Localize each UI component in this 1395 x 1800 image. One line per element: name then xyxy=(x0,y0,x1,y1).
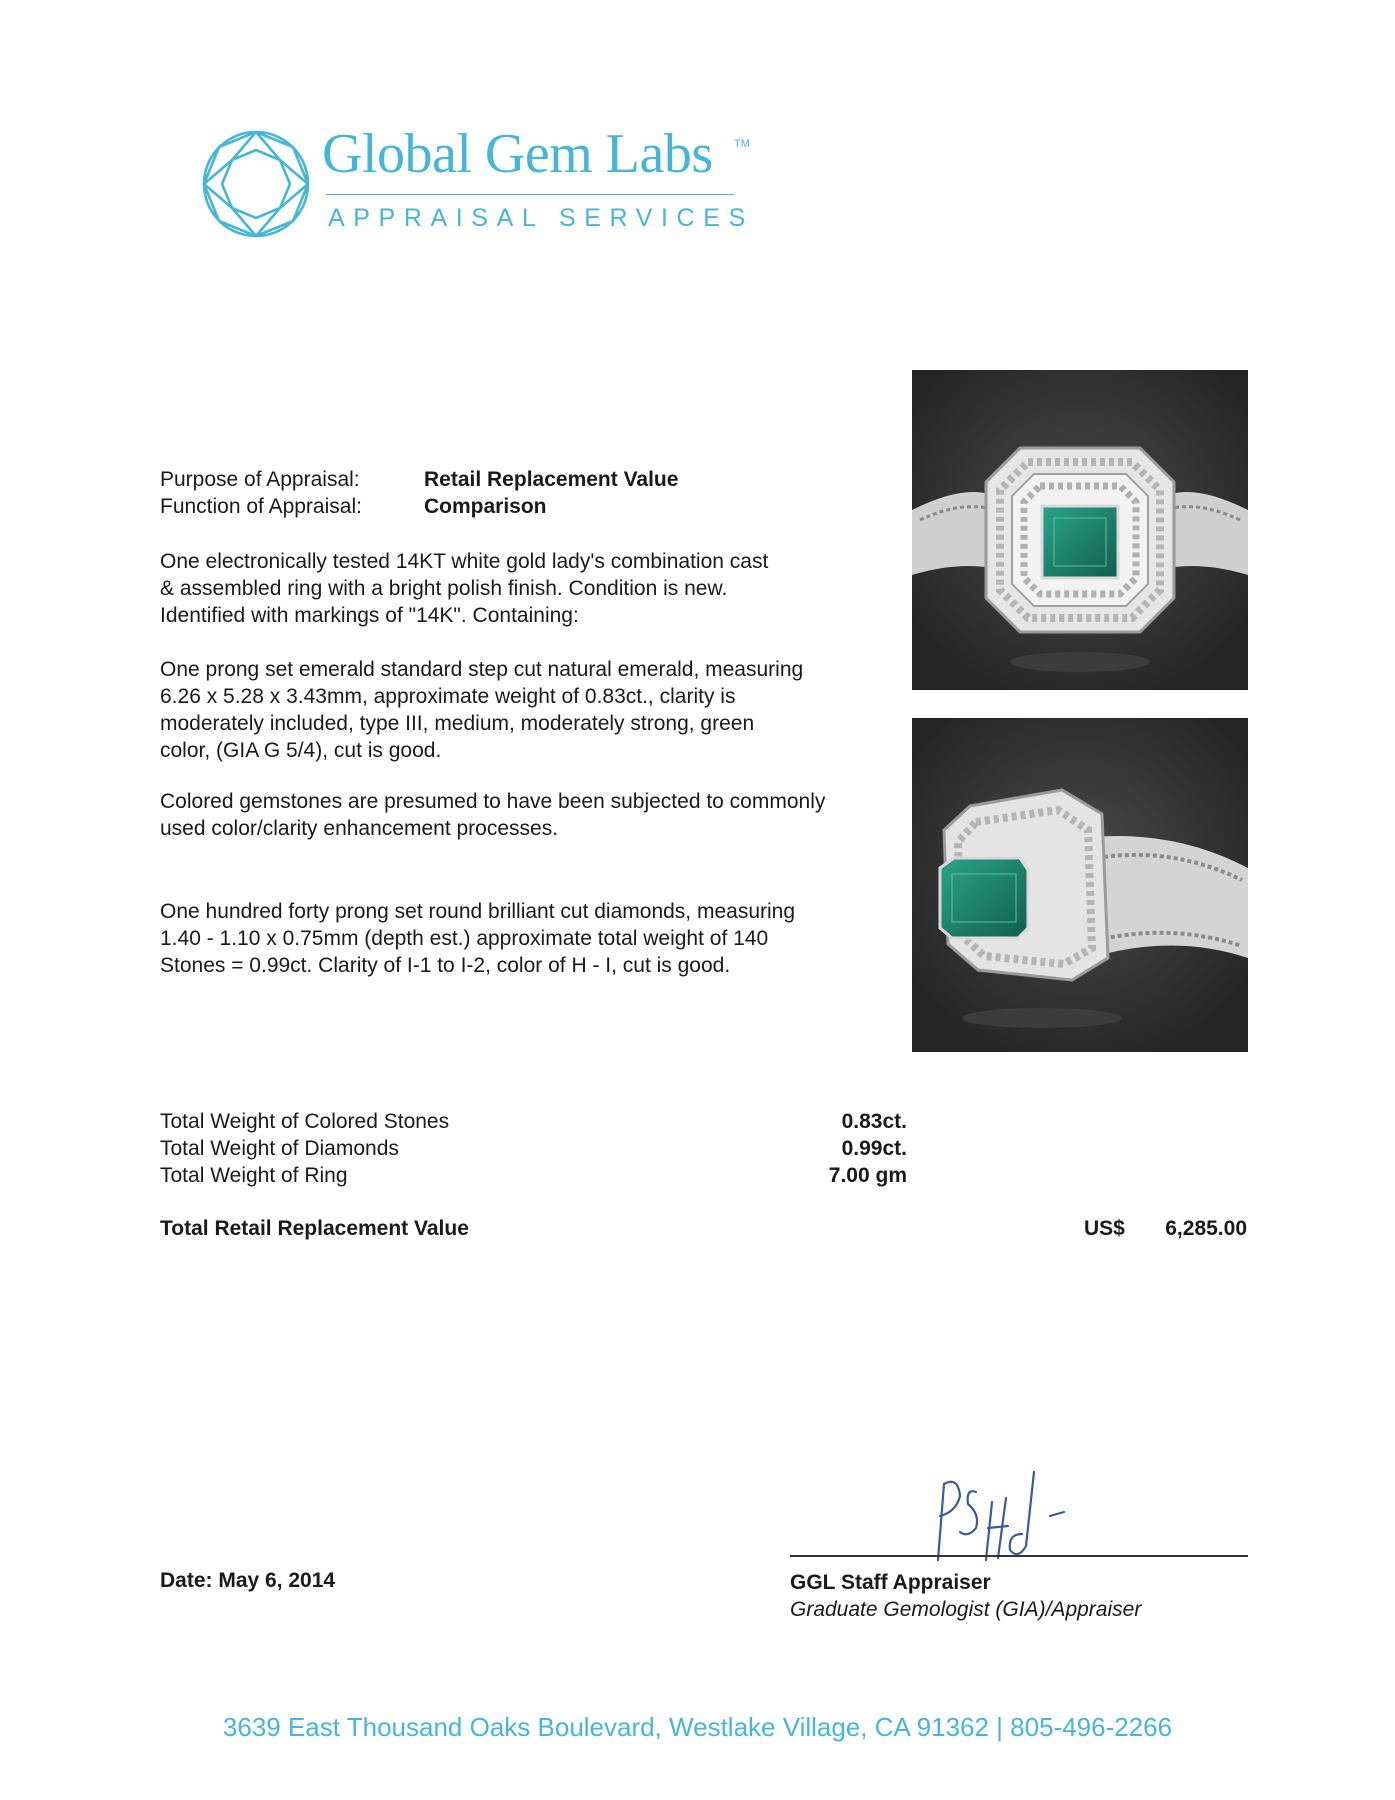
footer-address: 3639 East Thousand Oaks Boulevard, Westlake Village, CA 91362 | 805-496-2266 xyxy=(222,1712,1173,1742)
diamonds-description xyxy=(160,898,880,979)
text-line: 1.40 - 1.10 x 0.75mm (depth est.) approximate total weight of 140 xyxy=(160,927,769,950)
appraiser-credential: Graduate Gemologist (GIA)/Appraiser xyxy=(790,1598,1142,1621)
gem-icon xyxy=(200,128,312,240)
text-line: One prong set emerald standard step cut natural emerald, measuring xyxy=(160,658,804,681)
text-line: One hundred forty prong set round brilliant cut diamonds, measuring xyxy=(160,900,796,923)
retail-value-label: Total Retail Replacement Value xyxy=(160,1217,469,1240)
function-label: Function of Appraisal: xyxy=(160,495,362,518)
treatment-disclosure xyxy=(160,788,880,842)
text-line: Stones = 0.99ct. Clarity of I-1 to I-2, color of H - I, cut is good. xyxy=(160,954,731,977)
ring-photo-side xyxy=(912,718,1248,1052)
text-line: moderately included, type III, medium, moderately strong, green xyxy=(160,712,755,735)
text-line: One electronically tested 14KT white gold lady's combination cast xyxy=(160,550,769,573)
text-line: & assembled ring with a bright polish finish. Condition is new. xyxy=(160,577,728,600)
purpose-label: Purpose of Appraisal: xyxy=(160,468,360,491)
function-value: Comparison xyxy=(424,495,547,518)
diamond-weight-value: 0.99ct. xyxy=(841,1137,907,1160)
purpose-value: Retail Replacement Value xyxy=(424,468,679,491)
text-line: 6.26 x 5.28 x 3.43mm, approximate weight of 0.83ct., clarity is xyxy=(160,685,736,708)
ring-weight-value: 7.00 gm xyxy=(828,1164,907,1187)
appraisal-date: Date: May 6, 2014 xyxy=(160,1569,336,1592)
colored-weight-label: Total Weight of Colored Stones xyxy=(160,1110,450,1133)
retail-value-amount: 6,285.00 xyxy=(1165,1217,1247,1240)
signature-line xyxy=(790,1555,1248,1557)
signature xyxy=(910,1462,1090,1568)
ring-description xyxy=(160,548,880,629)
currency-code: US$ xyxy=(1084,1217,1125,1240)
brand-subtitle: APPRAISAL SERVICES xyxy=(328,204,754,232)
ring-photo-top xyxy=(912,370,1248,690)
diamond-weight-label: Total Weight of Diamonds xyxy=(160,1137,399,1160)
appraiser-title: GGL Staff Appraiser xyxy=(790,1571,991,1594)
trademark-mark: TM xyxy=(734,138,750,150)
text-line: color, (GIA G 5/4), cut is good. xyxy=(160,739,442,762)
colored-weight-value: 0.83ct. xyxy=(841,1110,907,1133)
text-line: used color/clarity enhancement processes. xyxy=(160,817,559,840)
text-line: Colored gemstones are presumed to have been subjected to commonly xyxy=(160,790,826,813)
brand-name: Global Gem Labs xyxy=(322,123,713,185)
ring-top-illustration xyxy=(912,370,1248,690)
logo-divider xyxy=(326,194,734,195)
ring-side-illustration xyxy=(912,718,1248,1052)
text-line: Identified with markings of "14K". Containing: xyxy=(160,604,579,627)
ring-weight-label: Total Weight of Ring xyxy=(160,1164,348,1187)
emerald-description xyxy=(160,656,880,764)
